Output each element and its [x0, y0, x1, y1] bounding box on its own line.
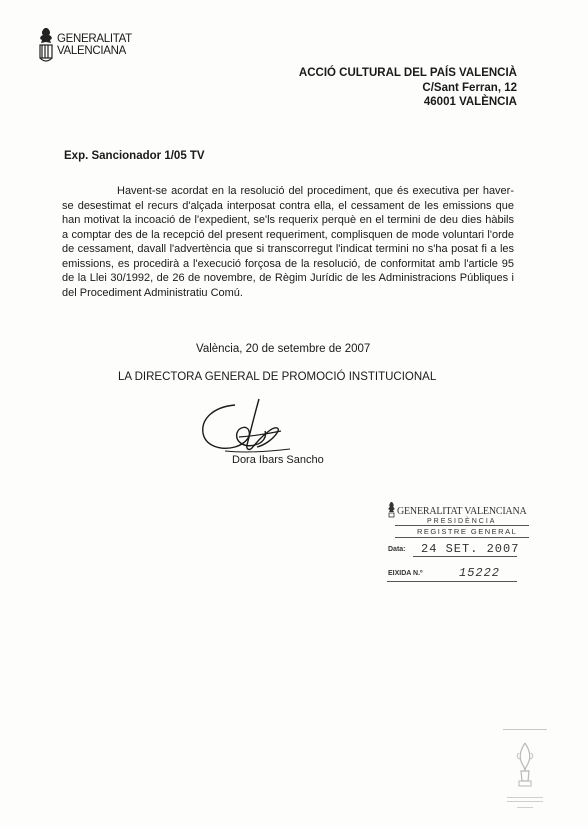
stamp-exit-number: 15222	[459, 566, 501, 580]
stamp-divider	[395, 537, 529, 538]
stamp-exit-label: EIXIDA N.º	[388, 570, 423, 577]
recipient-street: C/Sant Ferran, 12	[422, 81, 517, 94]
stamp-divider	[395, 525, 529, 526]
trophy-icon	[513, 741, 537, 791]
generalitat-crest-icon	[36, 26, 56, 66]
body-paragraph: Havent-se acordat en la resolució del procediment, que és executiva per haver-se desestimat el recurs d'alçada interposat contra ella, el cessament de les emissions que han motivat la incoació de l'expedient, se'ls requerix perquè en el termini de deu dies hàbils a comptar des de la recepció del present requeriment, complisquen de mode voluntari l'orde de cessament, davall l'advertència que si transcorregut l'indicat termini no s'ha posat fi a les emissions, es procedirà a l'execució forçosa de la resolució, de conformitat amb l'article 95 de la Llei 30/1992, de 26 de novembre, de Règim Jurídic de les Administracions Públiques i del Procediment Administratiu Comú.	[62, 185, 514, 299]
signer-title: LA DIRECTORA GENERAL DE PROMOCIÓ INSTITUCIONAL	[118, 371, 437, 383]
letter-body	[62, 184, 514, 300]
stamp-divider	[387, 581, 517, 582]
place-date: València, 20 de setembre de 2007	[196, 343, 371, 355]
trophy-watermark	[503, 729, 547, 817]
handwritten-signature	[195, 393, 315, 463]
stamp-org: GENERALITAT VALENCIANA	[397, 506, 527, 517]
case-reference: Exp. Sancionador 1/05 TV	[64, 150, 205, 162]
signer-name: Dora Ibars Sancho	[232, 454, 324, 466]
watermark-caption	[517, 807, 533, 810]
stamp-date-value: 24 SET. 2007	[421, 542, 520, 556]
recipient-city: 46001 VALÈNCIA	[423, 96, 517, 108]
recipient-name: ACCIÓ CULTURAL DEL PAÍS VALENCIÀ	[298, 67, 517, 79]
watermark-band	[503, 729, 547, 735]
recipient-address	[299, 66, 517, 110]
stamp-crest-icon	[387, 502, 396, 518]
watermark-caption	[507, 797, 543, 802]
stamp-date-label: Data:	[388, 546, 406, 553]
stamp-divider	[413, 556, 517, 557]
registry-stamp	[383, 497, 533, 592]
logo-line1: GENERALITAT	[57, 33, 132, 45]
stamp-department: PRESIDÈNCIA	[427, 518, 497, 525]
logo-line2: VALENCIANA	[57, 45, 127, 57]
stamp-registry: REGISTRE GENERAL	[417, 527, 518, 536]
